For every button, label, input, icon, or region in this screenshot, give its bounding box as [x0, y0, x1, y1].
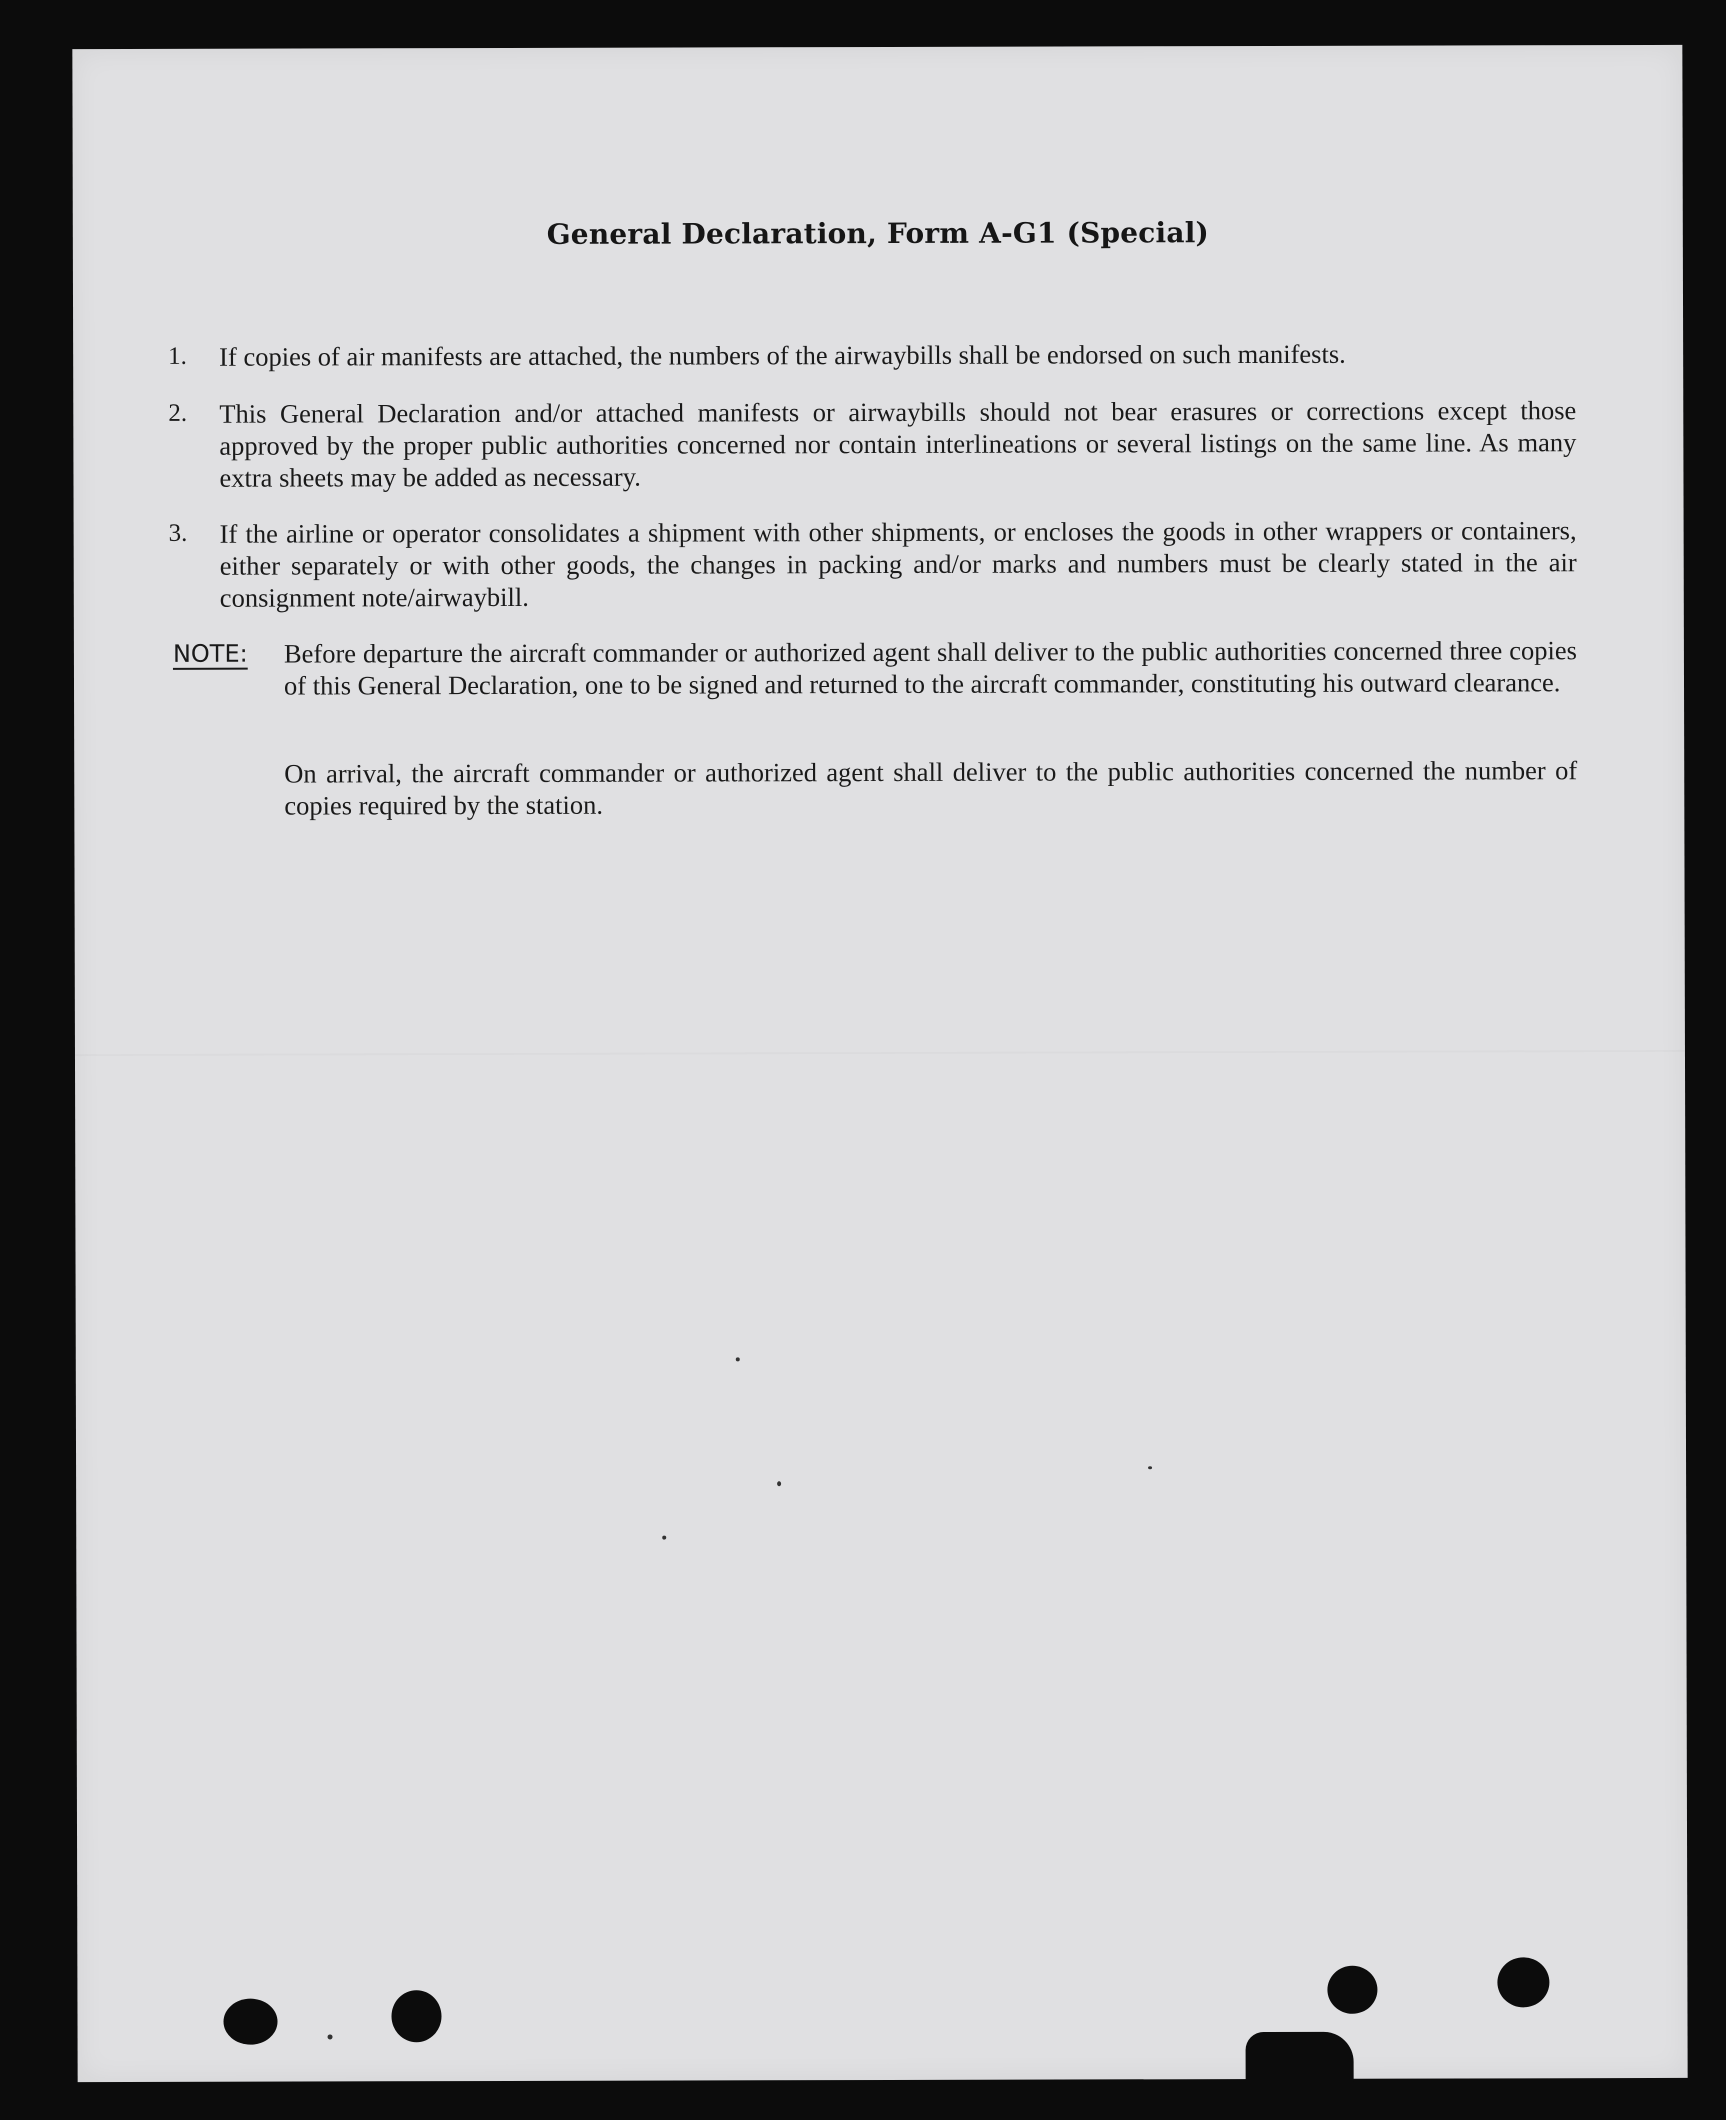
item-text: This General Declaration and/or attached manifests or airwaybills should not bear erasures or corrections except those approved by the proper public authorities concerned nor contain interlineations or several listings on the same line. As many extra sheets may be added as necessary. — [219, 395, 1577, 493]
punch-hole — [223, 1999, 277, 2045]
item-number: 3. — [168, 519, 188, 547]
document-sheet — [72, 45, 1687, 2082]
instruction-item-1 — [168, 337, 1576, 373]
punch-hole — [1327, 1966, 1377, 2014]
item-text: If the airline or operator consolidates a shipment with other shipments, or encloses the goods in other wrappers or containers, either separately or with other goods, the changes in packing and/or marks and numbers must be clearly stated in the air consignment note/airwaybill. — [219, 515, 1577, 613]
note-arrival-text: On arrival, the aircraft commander or authorized agent shall deliver to the public authorities concerned the number of copies required by the station. — [284, 755, 1578, 821]
speck — [736, 1357, 740, 1361]
note-text: Before departure the aircraft commander or authorized agent shall deliver to the public authorities concerned three copies of this General Declaration, one to be signed and returned to the aircraft commander, constituting his outward clearance. — [283, 635, 1577, 701]
punch-hole — [1497, 1957, 1549, 2007]
item-number: 1. — [168, 342, 187, 370]
document-title: General Declaration, Form A-G1 (Special) — [546, 216, 1210, 251]
note-block — [173, 634, 1577, 702]
instruction-item-3 — [169, 514, 1577, 614]
instruction-item-2 — [168, 394, 1576, 494]
punch-hole — [391, 1990, 441, 2042]
speck — [328, 2034, 333, 2039]
speck — [662, 1536, 666, 1540]
speck — [1148, 1466, 1152, 1469]
note-label: NOTE: — [172, 639, 248, 668]
item-number: 2. — [168, 399, 188, 427]
item-text: If copies of air manifests are attached, the numbers of the airwaybills shall be endorsed on such manifests. — [219, 338, 1346, 372]
speck — [777, 1481, 781, 1486]
paper-tear — [1246, 2032, 1354, 2082]
